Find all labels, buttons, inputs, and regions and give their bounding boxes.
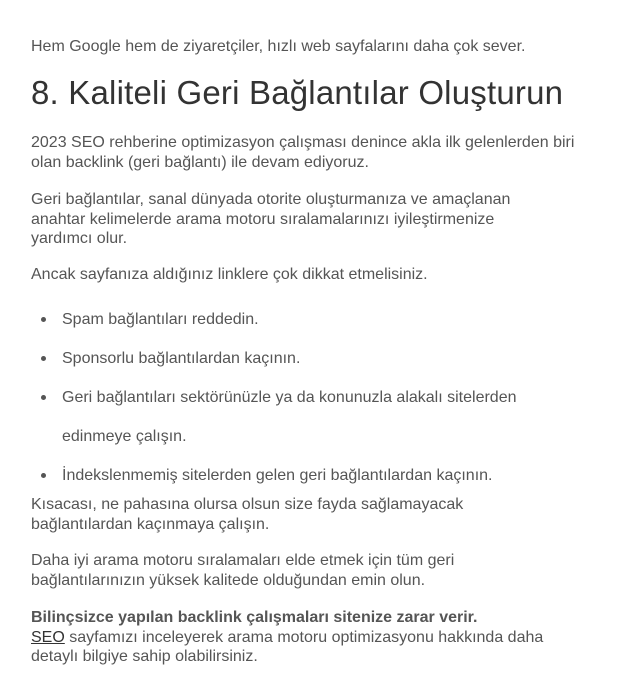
section-heading: 8. Kaliteli Geri Bağlantılar Oluşturun [31, 74, 564, 111]
closing-bold-text: Bilinçsizce yapılan backlink çalışmaları sitenize zarar verir. [31, 609, 478, 626]
paragraph-backlink-benefits: Geri bağlantılar, sanal dünyada otorite oluşturmanıza ve amaçlanan anahtar kelimelerde arama motoru sıralamalarınızı iyileştirmenize yardımcı olur. [31, 191, 511, 247]
paragraph-summary: Kısacası, ne pahasına olursa olsun size fayda sağlamayacak bağlantılardan kaçınmaya çalışın. [31, 496, 464, 533]
list-item-text: Sponsorlu bağlantılardan kaçının. [62, 350, 301, 367]
list-item [31, 456, 591, 495]
bullet-icon [41, 473, 46, 478]
paragraph-caution: Ancak sayfanıza aldığınız linklere çok dikkat etmelisiniz. [31, 266, 428, 283]
closing-paragraph [31, 608, 591, 667]
list-item-text: İndekslenmemiş sitelerden gelen geri bağlantılardan kaçının. [62, 467, 493, 484]
bullet-icon [41, 395, 46, 400]
paragraph-quality: Daha iyi arama motoru sıralamaları elde etmek için tüm geri bağlantılarınızın yüksek kalitede olduğundan emin olun. [31, 552, 455, 589]
list-item [31, 378, 591, 417]
list-item [31, 300, 591, 339]
bullet-icon [41, 356, 46, 361]
advice-list [31, 300, 591, 495]
closing-rest-text: sayfamızı inceleyerek arama motoru optimizasyonu hakkında daha detaylı bilgiye sahip olabilirsiniz. [31, 628, 544, 665]
list-item-continuation [31, 417, 591, 456]
bullet-icon [41, 317, 46, 322]
intro-paragraph: Hem Google hem de ziyaretçiler, hızlı web sayfalarını daha çok sever. [31, 38, 526, 55]
list-item-text: edinmeye çalışın. [62, 428, 187, 445]
list-item-text: Geri bağlantıları sektörünüzle ya da konunuzla alakalı sitelerden [62, 389, 517, 406]
list-item [31, 339, 591, 378]
paragraph-backlink-intro: 2023 SEO rehberine optimizasyon çalışması denince akla ilk gelenlerden biri olan backlink (geri bağlantı) ile devam ediyoruz. [31, 134, 575, 171]
list-item-text: Spam bağlantıları reddedin. [62, 311, 259, 328]
seo-link[interactable]: SEO [31, 628, 65, 646]
